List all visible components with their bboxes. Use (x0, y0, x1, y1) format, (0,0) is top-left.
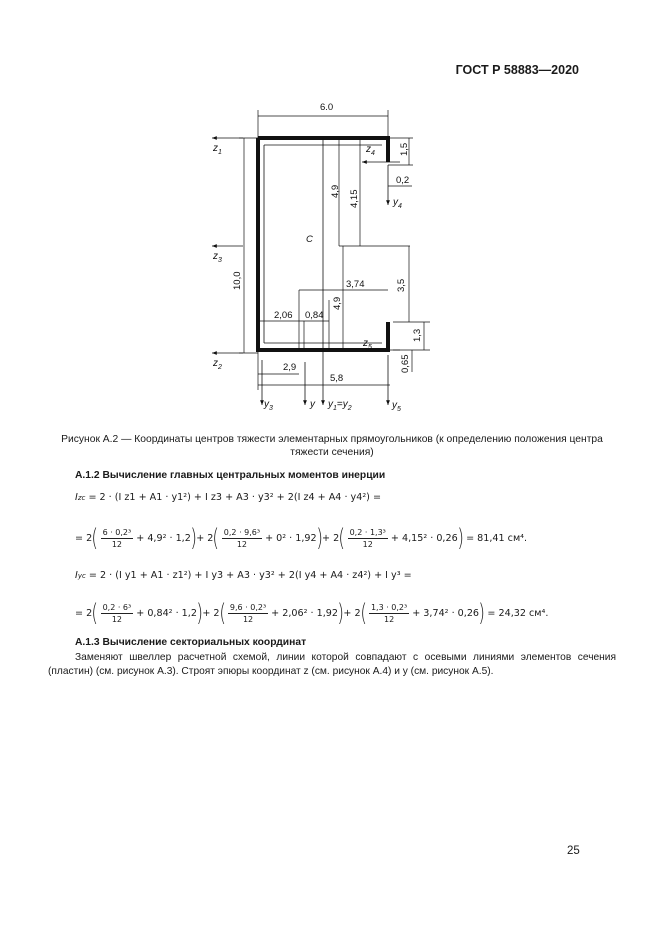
figure-caption: Рисунок А.2 — Координаты центров тяжести элементарных прямоугольников (к определению положения центра тяжести сечения) (61, 434, 603, 458)
svg-text:y4: $y_4$ (393, 197, 402, 210)
channel-section-figure (200, 100, 430, 420)
svg-text:3,74: 3,74 (346, 279, 365, 290)
formula-iyc-calculation: = 2 ( $\frac{\text{0,2 · 6³}}{12}$ + 0,84² · 1,2 ) + 2 ( $\frac{\text{9,6 · 0,2³}}{12}$ + 2,06² · 1,92 ) + 2 ( $\frac{\text{1,3 · 0,2³}}{12}$ + 3,74² · 0,26 ) = 24,32 см⁴. (75, 599, 549, 627)
svg-text:1,3: 1,3 (412, 328, 423, 342)
svg-text:6.0: 6.0 (320, 102, 334, 113)
svg-text:y1=y2: $y_1=y_2$ (328, 399, 352, 412)
svg-text:4,9: 4,9 (330, 184, 341, 198)
svg-text:z5: $z_5$ (363, 338, 372, 351)
formula-izc-definition: I zc = 2 · (I z1 + A1 · y1²) + I z3 + A3 · y3² + 2(I z4 + A4 · y4²) = (75, 492, 382, 503)
svg-text:z2: $z_2$ (213, 358, 222, 371)
axis-arrows (212, 138, 400, 405)
svg-text:z4: $z_4$ (366, 144, 375, 157)
page-number: 25 (567, 845, 580, 857)
body-paragraph: Заменяют швеллер расчетной схемой, линии которой совпадают с осевыми линиями элементов сечения (пластин) (см. рисунок А.3). Строят эпюры координат z (см. рисунок А.4) и y (см. рисунок А.5). (48, 652, 616, 677)
dimension-labels (232, 102, 423, 384)
svg-text:4,15: 4,15 (349, 189, 360, 208)
svg-text:0,2: 0,2 (396, 175, 410, 186)
svg-text:3,5: 3,5 (396, 278, 407, 292)
section-heading-a13: А.1.3 Вычисление секториальных координат (75, 637, 307, 648)
svg-text:0,84: 0,84 (305, 310, 324, 321)
svg-text:y5: $y_5$ (392, 400, 401, 413)
formula-iyc-definition: I yc = 2 · (I y1 + A1 · z1²) + I y3 + A3 · y3² + 2(I y4 + A4 · z4²) + I y³ = (75, 570, 412, 581)
standard-header: ГОСТ Р 58883—2020 (455, 63, 579, 77)
svg-text:5,8: 5,8 (330, 373, 344, 384)
formula-izc-calculation: = 2 ( $\frac{\text{6 · 0,2³}}{12}$ + 4,9² · 1,2 ) + 2 ( $\frac{\text{0,2 · 9,6³}}{12}$ + 0² · 1,92 ) + 2 ( $\frac{\text{0,2 · 1,3³}}{12}$ + 4,15² · 0,26 ) = 81,41 см⁴. (75, 524, 528, 552)
svg-text:z3: $z_3$ (213, 251, 222, 264)
svg-text:C: C (306, 234, 313, 245)
svg-text:10,0: 10,0 (232, 271, 243, 290)
svg-text:1,5: 1,5 (399, 142, 410, 156)
svg-text:z1: $z_1$ (213, 143, 222, 156)
svg-text:4,9: 4,9 (332, 296, 343, 310)
svg-text:y3: $y_3$ (264, 399, 273, 412)
svg-text:2,06: 2,06 (274, 310, 293, 321)
section-heading-a12: А.1.2 Вычисление главных центральных моментов инерции (75, 470, 386, 481)
svg-text:0,65: 0,65 (400, 354, 411, 373)
svg-text:y: y (310, 399, 315, 410)
svg-text:2,9: 2,9 (283, 362, 297, 373)
